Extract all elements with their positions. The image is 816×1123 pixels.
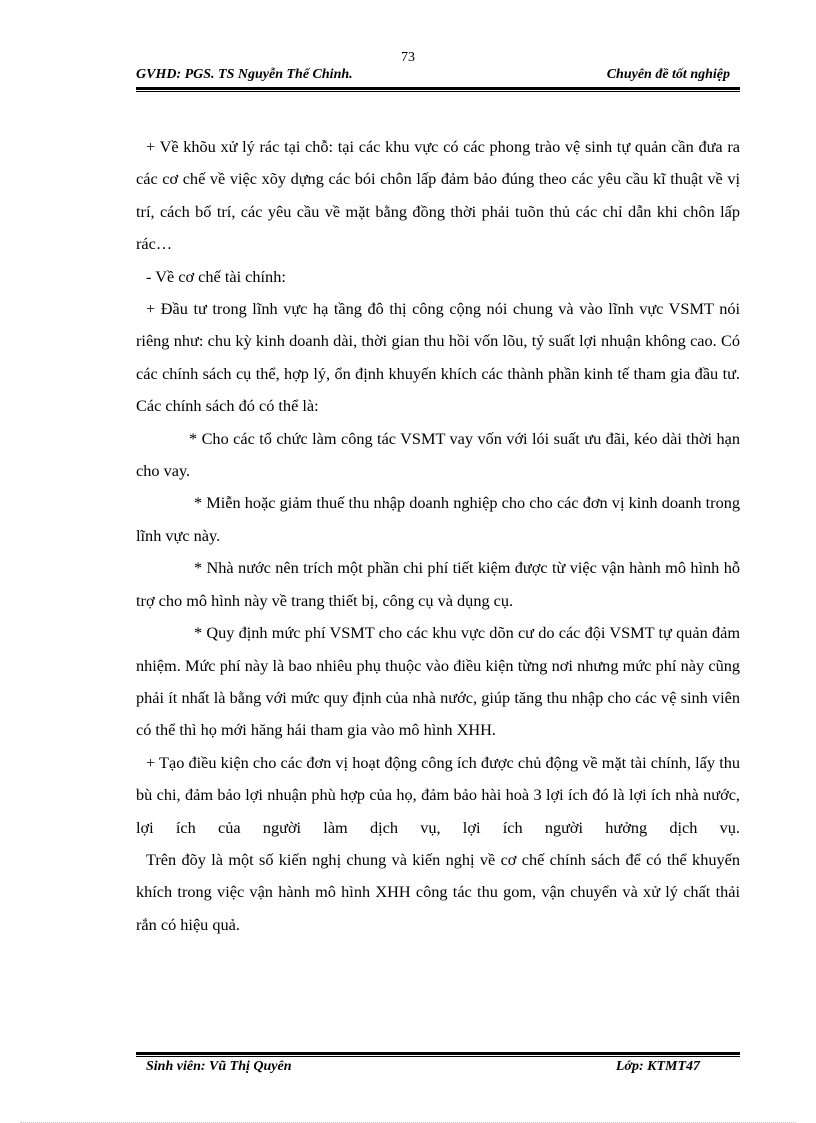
footer-student: Sinh viên: Vũ Thị Quyên	[146, 1059, 292, 1074]
paragraph-public-service: + Tạo điều kiện cho các đơn vị hoạt động công ích được chủ động về mặt tài chính, lấy thu bù chi, đảm bảo lợi nhuận phù hợp của họ, đảm bảo hài hoà 3 lợi ích đó là lợi ích nhà nước, lợi ích của người làm dịch vụ, lợi ích người hưởng dịch vụ.	[136, 752, 740, 837]
paragraph-financial-heading: - Về cơ chế tài chính:	[146, 266, 286, 286]
body-text	[136, 131, 740, 941]
header-supervisor: GVHD: PGS. TS Nguyễn Thế Chinh.	[136, 67, 353, 82]
paragraph-investment: + Đầu tư trong lĩnh vực hạ tầng đô thị công cộng nói chung và vào lĩnh vực VSMT nói riêng như: chu kỳ kinh doanh dài, thời gian thu hồi vốn lõu, tỷ suất lợi nhuận không cao. Có các chính sách cụ thể, hợp lý, ổn định khuyến khích các thành phần kinh tế tham gia đầu tư. Các chính sách đó có thể là:	[136, 299, 740, 416]
page-header	[136, 67, 740, 85]
header-rule-thick	[136, 87, 740, 90]
footer-class: Lớp: KTMT47	[615, 1059, 700, 1074]
page-number: 73	[401, 50, 415, 65]
paragraph-tax: * Miễn hoặc giảm thuế thu nhập doanh nghiệp cho cho các đơn vị kinh doanh trong lĩnh vực này.	[136, 493, 740, 545]
header-doc-type: Chuyên đề tốt nghiệp	[606, 67, 730, 82]
paragraph-conclusion: Trên đõy là một số kiến nghị chung và kiến nghị về cơ chế chính sách để có thể khuyến khích trong việc vận hành mô hình XHH công tác thu gom, vận chuyển và xử lý chất thải rắn có hiệu quả.	[136, 849, 740, 934]
paragraph-state-support: * Nhà nước nên trích một phần chi phí tiết kiệm được từ việc vận hành mô hình hỗ trợ cho mô hình này về trang thiết bị, công cụ và dụng cụ.	[136, 558, 740, 610]
page-footer	[136, 1059, 740, 1077]
paragraph-fees: * Quy định mức phí VSMT cho các khu vực dõn cư do các đội VSMT tự quản đảm nhiệm. Mức phí này là bao nhiêu phụ thuộc vào điều kiện từng nơi nhưng mức phí này cũng phải ít nhất là bằng với mức quy định của nhà nước, giúp tăng thu nhập cho các vệ sinh viên có thể thì họ mới hăng hái tham gia vào mô hình XHH.	[136, 623, 740, 740]
header-rule-thin	[136, 91, 740, 92]
footer-rule-thin	[136, 1056, 740, 1057]
footer-rule-thick	[136, 1052, 740, 1055]
paragraph-waste-treatment: + Về khõu xử lý rác tại chỗ: tại các khu vực có các phong trào vệ sinh tự quản cần đưa ra các cơ chế về việc xõy dựng các bói chôn lấp đảm bảo đúng theo các yêu cầu kĩ thuật về vị trí, cách bố trí, các yêu cầu về mặt bằng đồng thời phải tuõn thủ các chỉ dẫn khi chôn lấp rác…	[136, 137, 740, 254]
paragraph-loans: * Cho các tổ chức làm công tác VSMT vay vốn với lói suất ưu đãi, kéo dài thời hạn cho vay.	[136, 428, 740, 481]
